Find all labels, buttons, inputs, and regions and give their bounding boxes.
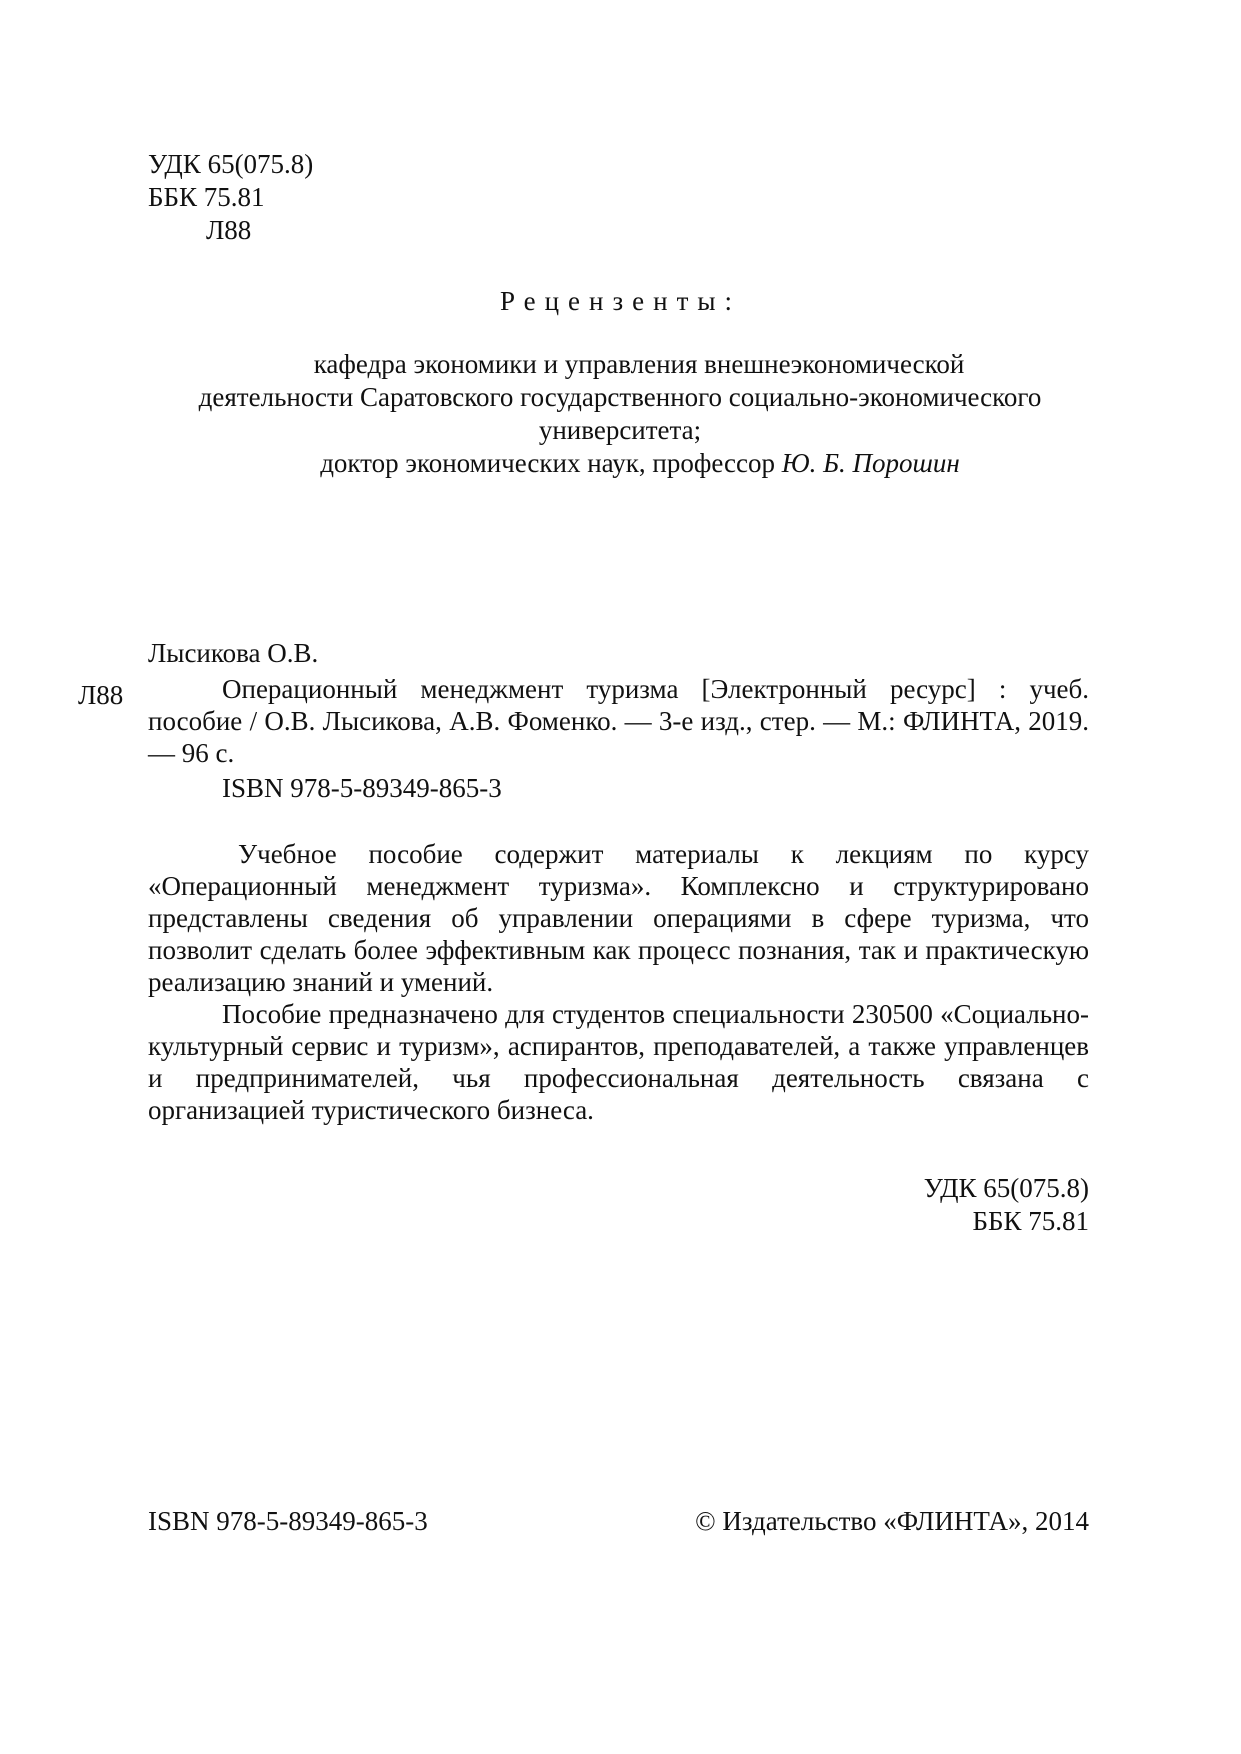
reviewer-line-2: деятельности Саратовского государственного социально-экономического: [198, 382, 1042, 412]
classification-codes-top: [148, 148, 313, 247]
bibliographic-author: Лысикова О.В.: [148, 638, 319, 668]
reviewers-heading: Рецензенты:: [499, 286, 742, 316]
udk-code-bottom: УДК 65(075.8): [923, 1173, 1089, 1203]
udk-code: УДК 65(075.8): [148, 149, 314, 179]
bibliographic-side-mark: Л88: [78, 680, 124, 710]
abstract: [148, 838, 1089, 1126]
reviewer-line-4: [150, 447, 1090, 480]
bibliographic-isbn: ISBN 978-5-89349-865-3: [222, 773, 502, 803]
reviewer-line-1: кафедра экономики и управления внешнеэкономической: [313, 349, 965, 379]
reviewer-name: Ю. Б. Порошин: [781, 448, 960, 478]
classification-codes-bottom: [924, 1172, 1089, 1238]
bibliographic-record: Операционный менеджмент туризма [Электронный ресурс] : учеб. пособие / О.В. Лысикова, А.В. Фоменко. — 3-е изд., стер. — М.: ФЛИНТА, 2019. — 96 с.: [148, 674, 1089, 768]
reviewer-line-3: университета;: [538, 415, 702, 445]
abstract-paragraph-2: Пособие предназначено для студентов специальности 230500 «Социально-культурный сервис и туризм», аспирантов, преподавателей, а также управленцев и предпринимателей, чья профессиональная деятельность связана с организацией туристического бизнеса.: [148, 999, 1089, 1125]
bbk-code: ББК 75.81: [148, 182, 265, 212]
abstract-paragraph-1: Учебное пособие содержит материалы к лекциям по курсу «Операционный менеджмент туризма». Комплексно и структурировано представлены сведения об управлении операциями в сфере туризма, что позволит сделать более эффективным как процесс познания, так и практическую реализацию знаний и умений.: [148, 839, 1089, 997]
reviewer-title: доктор экономических наук, профессор: [320, 448, 782, 478]
reviewers-block: [150, 348, 1090, 480]
footer-copyright: © Издательство «ФЛИНТА», 2014: [695, 1506, 1089, 1536]
bbk-code-bottom: ББК 75.81: [972, 1206, 1089, 1236]
author-mark: Л88: [206, 215, 252, 245]
footer-isbn: ISBN 978-5-89349-865-3: [148, 1506, 428, 1536]
